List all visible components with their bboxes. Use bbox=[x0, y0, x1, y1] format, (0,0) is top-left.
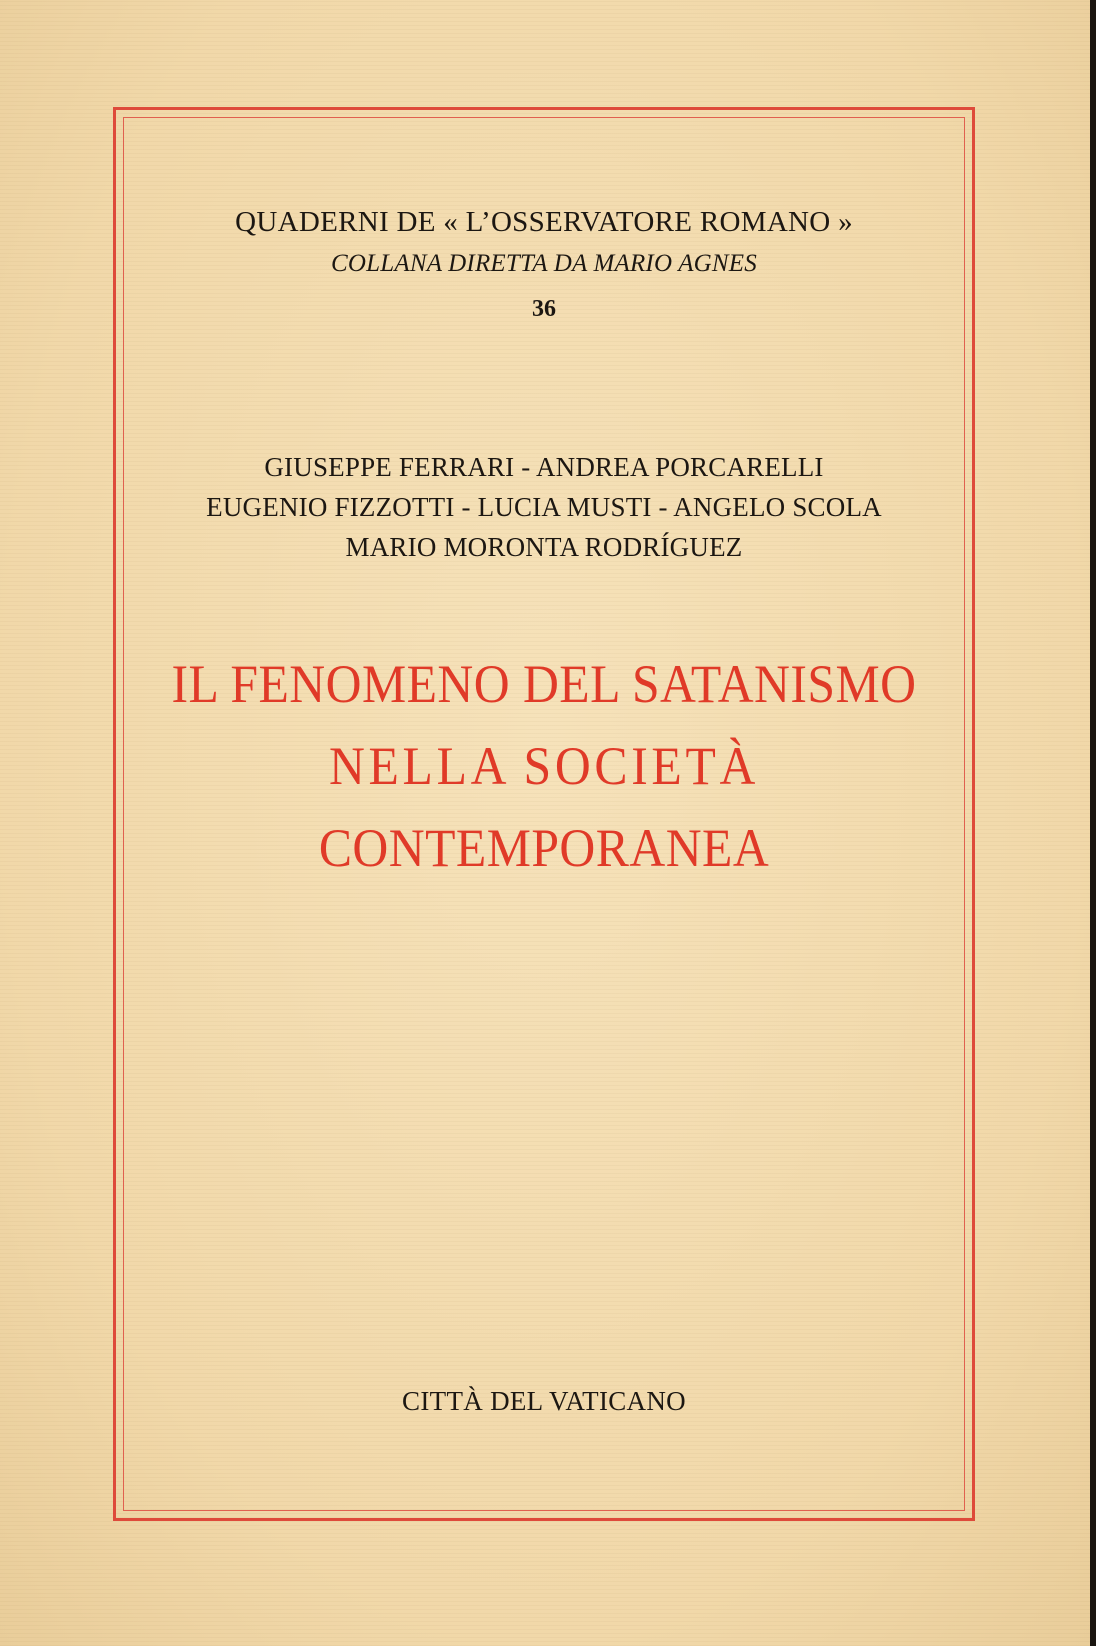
book-title-line-3: CONTEMPORANEA bbox=[318, 818, 770, 878]
authors-line-1: GIUSEPPE FERRARI - ANDREA PORCARELLI bbox=[264, 452, 824, 482]
book-title-line-2: NELLA SOCIETÀ bbox=[328, 736, 760, 796]
authors-line-3: MARIO MORONTA RODRÍGUEZ bbox=[345, 532, 743, 562]
volume-number: 36 bbox=[532, 296, 556, 322]
inner-border-frame bbox=[123, 117, 965, 1511]
series-editor: COLLANA DIRETTA DA MARIO AGNES bbox=[331, 250, 757, 277]
publisher-place: CITTÀ DEL VATICANO bbox=[402, 1386, 686, 1416]
book-title-line-1: IL FENOMENO DEL SATANISMO bbox=[171, 654, 917, 714]
series-title: QUADERNI DE « L’OSSERVATORE ROMANO » bbox=[235, 206, 853, 238]
authors-line-2: EUGENIO FIZZOTTI - LUCIA MUSTI - ANGELO SCOLA bbox=[206, 492, 882, 522]
